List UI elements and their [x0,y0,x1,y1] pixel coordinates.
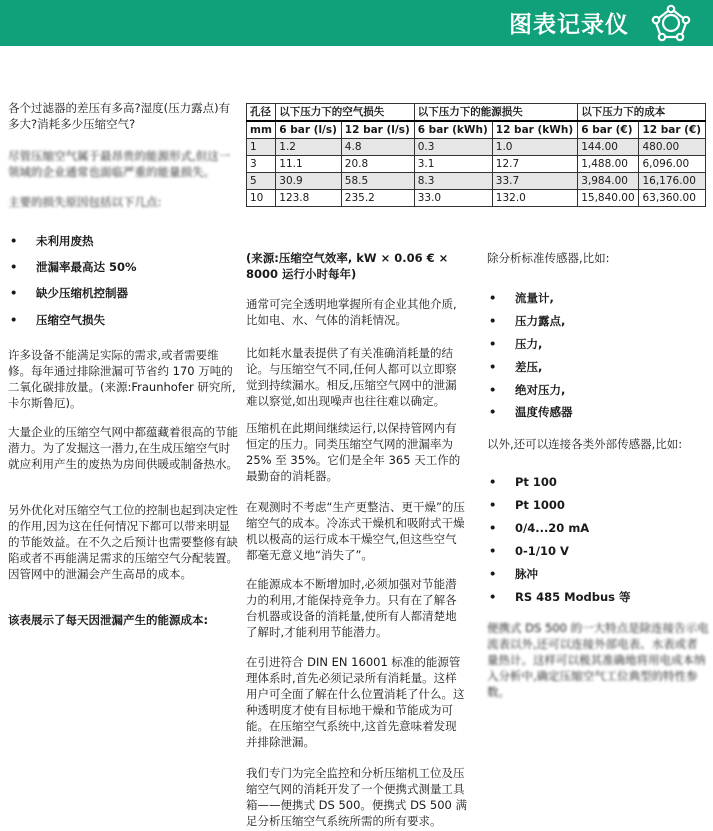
table-subheader: 12 bar (l/s) [341,121,414,139]
sensor-item: • 绝对压力, [489,383,566,397]
paragraph: 另外优化对压缩空气工位的控制也起到决定性的作用,因为这在任何情况下都可以带来明显的节能效益。在不久之后预计也需要整修有缺陷或者不再能满足需求的压缩空气分配装置。因管网中的泄漏会产生高昂的成本。 [8,503,238,581]
table-cell: 132.0 [492,190,577,207]
table-subheader: 12 bar (kWh) [492,121,577,139]
paragraph: 通常可完全透明地掌握所有企业其他介质,比如电、水、气体的消耗情况。 [246,297,457,327]
table-header: 孔径 [247,104,276,122]
external-sensor-item: • RS 485 Modbus 等 [489,590,631,604]
header-bar [0,0,713,46]
table-subheader: mm [247,121,276,139]
table-cell: 3.1 [414,156,492,173]
intro-question: 各个过滤器的差压有多高?湿度(压力露点)有多大?消耗多少压缩空气? [8,101,231,131]
sensor-item: • 流量计, [489,291,554,305]
energy-loss-table [246,103,706,207]
table-cell: 33.7 [492,173,577,190]
table-row [247,156,706,173]
table-cell: 10 [247,190,276,207]
intro-text: 尽管压缩空气属于最昂贵的能源形式,但这一领域的企业通常也面临严重的能量损失。 [8,149,231,179]
table-cell: 12.7 [492,156,577,173]
table-cell: 11.1 [276,156,342,173]
external-sensor-item: • Pt 1000 [489,498,565,512]
table-subheader: 6 bar (€) [578,121,639,139]
table-subheader: 6 bar (l/s) [276,121,342,139]
paragraph: 大量企业的压缩空气网中都蕴藏着很高的节能潜力。为了发掘这一潜力,在生成压缩空气时就应利用产生的废热为房间供暖或制备热水。 [8,425,238,471]
table-cell: 144.00 [578,139,639,156]
paragraph: 便携式 DS 500 的一大特点是除连接告示电流表以外,还可以连接外部电表、水表或者量热计。这样可以极其准确地将用电成本纳入分析中,确定压缩空气工位典型的特性参数。 [487,621,709,699]
table-cell: 58.5 [341,173,414,190]
table-row [247,190,706,207]
table-cell: 15,840.00 [578,190,639,207]
loss-bullet: • 泄漏率最高达 50% [10,260,137,274]
loss-bullet: • 压缩空气损失 [10,313,105,327]
table-cell: 3,984.00 [578,173,639,190]
table-source: (来源:压缩空气效率, kW × 0.06 € × 8000 运行小时每年) [246,251,449,281]
intro-causes: 主要的损失原因包括以下几点: [8,195,162,209]
sensor-item: • 压力, [489,337,543,351]
external-sensor-item: • 0/4...20 mA [489,521,590,535]
table-cell: 235.2 [341,190,414,207]
table-subheader: 12 bar (€) [639,121,706,139]
sensor-intro: 除分析标准传感器,比如: [487,251,610,265]
table-cell: 3 [247,156,276,173]
table-cell: 123.8 [276,190,342,207]
table-caption: 该表展示了每天因泄漏产生的能源成本: [8,613,209,627]
table-row [247,139,706,156]
table-cell: 20.8 [341,156,414,173]
table-cell: 4.8 [341,139,414,156]
sensor-item: • 差压, [489,360,543,374]
table-header: 以下压力下的空气损失 [276,104,414,122]
network-pentagon-icon [651,4,691,42]
table-row [247,173,706,190]
table-cell: 5 [247,173,276,190]
external-sensor-item: • 0-1/10 V [489,544,569,558]
loss-bullet: • 缺少压缩机控制器 [10,286,128,300]
paragraph: 许多设备不能满足实际的需求,或者需要维修。每年通过排除泄漏可节省约 170 万吨的二氧化碳排放量。(来源:Fraunhofer 研究所,卡尔斯鲁厄)。 [8,348,236,410]
table-cell: 6,096.00 [639,156,706,173]
table-cell: 8.3 [414,173,492,190]
table-cell: 1.0 [492,139,577,156]
table-cell: 1,488.00 [578,156,639,173]
table-header: 以下压力下的成本 [578,104,706,122]
paragraph: 在引进符合 DIN EN 16001 标准的能源管理体系时,首先必须记录所有消耗量。这样用户可全面了解在什么位置消耗了什么。这种透明度才使有目标地干燥和节能成为可能。在压缩空气系统中,这首先意味着发现并排除泄漏。 [246,655,465,749]
sensor-item: • 压力露点, [489,314,566,328]
table-cell: 1.2 [276,139,342,156]
sensor-item: • 温度传感器 [489,405,573,419]
table-cell: 30.9 [276,173,342,190]
table-header: 以下压力下的能源损失 [414,104,578,122]
paragraph: 比如耗水量表提供了有关准确消耗量的结论。与压缩空气不同,任何人都可以立即察觉到持续漏水。相反,压缩空气网中的泄漏难以察觉,如出现噪声也往往难以确定。 [246,346,457,408]
table-cell: 1 [247,139,276,156]
table-cell: 63,360.00 [639,190,706,207]
external-sensor-item: • 脉冲 [489,567,538,581]
table-subheader: 6 bar (kWh) [414,121,492,139]
loss-bullet: • 未利用废热 [10,234,94,248]
external-sensor-intro: 以外,还可以连接各类外部传感器,比如: [487,437,683,451]
external-sensor-item: • Pt 100 [489,475,557,489]
table-cell: 480.00 [639,139,706,156]
paragraph: 在观测时不考虑“生产更整洁、更干燥”的压缩空气的成本。冷冻式干燥机和吸附式干燥机以极高的运行成本干燥空气,但这些空气都毫无意义地“消失了”。 [246,500,465,562]
table-cell: 0.3 [414,139,492,156]
paragraph: 在能源成本不断增加时,必须加强对节能潜力的利用,才能保持竞争力。只有在了解各台机器或设备的消耗量,使所有人都清楚地了解时,才能利用节能潜力。 [246,577,457,639]
paragraph: 压缩机在此期间继续运行,以保持管网内有恒定的压力。同类压缩空气网的泄漏率为 25% 至 35%。它们是全年 365 天工作的最勤奋的消耗器。 [246,421,461,483]
table-cell: 16,176.00 [639,173,706,190]
page-title: 图表记录仪 [509,12,629,38]
paragraph: 我们专门为完全监控和分析压缩机工位及压缩空气网的消耗开发了一个便携式测量工具箱——便携式 DS 500。便携式 DS 500 满足分析压缩空气系统所需的所有要求。 [246,766,467,828]
table-cell: 33.0 [414,190,492,207]
